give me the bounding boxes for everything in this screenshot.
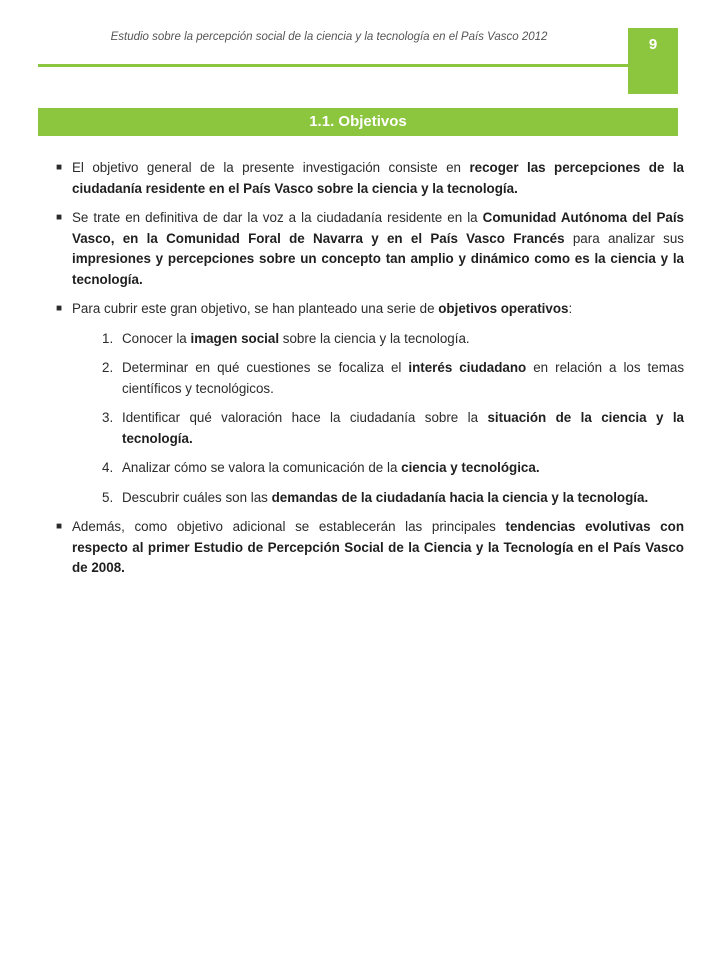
numbered-item xyxy=(38,458,684,479)
bullet-marker: ■ xyxy=(56,303,63,314)
item-number: 5. xyxy=(102,489,114,505)
bullet-text: Se trate en definitiva de dar la voz a la ciudadanía residente en la xyxy=(72,210,483,225)
item-text: sobre la ciencia y la tecnología. xyxy=(279,330,470,346)
bullet-text-bold: tendencias evolutivas con respecto al primer Estudio de Percepción Social de la Ciencia y la Tecnología en el País Vasco de 2008. xyxy=(72,519,684,575)
bullet-paragraph-regions xyxy=(38,208,684,290)
item-text-bold: imagen social xyxy=(190,330,280,346)
item-text-bold: demandas de la ciudadanía hacia la ciencia y la tecnología. xyxy=(271,489,649,505)
bullet-text-bold: Comunidad Autónoma del País Vasco, en la Comunidad Foral de Navarra y en el País Vasco Francés xyxy=(72,210,684,246)
bullet-text: Para cubrir este gran objetivo, se han planteado una serie de xyxy=(72,301,439,316)
bullet-text-bold: impresiones y percepciones sobre un concepto tan amplio y dinámico como es la ciencia y la tecnología. xyxy=(72,251,684,287)
bullet-marker: ■ xyxy=(56,521,63,532)
item-text: Identificar qué valoración hace la ciudadanía sobre la xyxy=(122,410,488,425)
item-text: Analizar cómo se valora la comunicación de la xyxy=(122,460,402,475)
bullet-paragraph-additional-objective xyxy=(38,517,684,579)
bullet-text-bold: objetivos operativos xyxy=(438,301,569,316)
section-heading-bar xyxy=(38,108,678,136)
item-text-bold: ciencia y tecnológica. xyxy=(401,460,540,475)
item-text: Determinar en qué cuestiones se focaliza el xyxy=(122,360,409,375)
item-number: 3. xyxy=(102,410,114,425)
item-text-bold: situación de la ciencia y la tecnología. xyxy=(122,410,684,446)
body-content xyxy=(38,158,684,588)
bullet-paragraph-general-objective xyxy=(38,158,684,199)
numbered-item xyxy=(38,488,684,509)
bullet-text: Además, como objetivo adicional se establecerán las principales xyxy=(72,519,506,534)
bullet-text-bold: recoger las percepciones de la ciudadanía residente en el País Vasco sobre la ciencia y la tecnología. xyxy=(72,160,685,196)
bullet-paragraph-operative-objectives xyxy=(38,299,684,320)
page-number: 9 xyxy=(648,36,658,53)
document-header-title: Estudio sobre la percepción social de la ciencia y la tecnología en el País Vasco 2012 xyxy=(110,31,548,43)
header-rule xyxy=(38,64,628,67)
bullet-text: El objetivo general de la presente investigación consiste en xyxy=(72,160,470,175)
bullet-text: para analizar sus xyxy=(564,230,684,246)
numbered-item xyxy=(38,408,684,449)
bullet-text: : xyxy=(568,301,573,316)
section-title: 1.1. Objetivos xyxy=(309,113,407,130)
page-number-box xyxy=(628,28,678,94)
item-number: 4. xyxy=(102,460,114,475)
item-text: en relación a los temas científicos y tecnológicos. xyxy=(122,360,685,396)
numbered-item xyxy=(38,329,684,350)
item-text: Descubrir cuáles son las xyxy=(122,489,272,505)
item-text: Conocer la xyxy=(122,330,191,346)
bullet-marker: ■ xyxy=(56,212,63,223)
numbered-item xyxy=(38,358,684,399)
item-number: 2. xyxy=(102,360,114,375)
bullet-marker: ■ xyxy=(56,162,63,173)
item-number: 1. xyxy=(102,330,114,346)
item-text-bold: interés ciudadano xyxy=(408,360,527,375)
